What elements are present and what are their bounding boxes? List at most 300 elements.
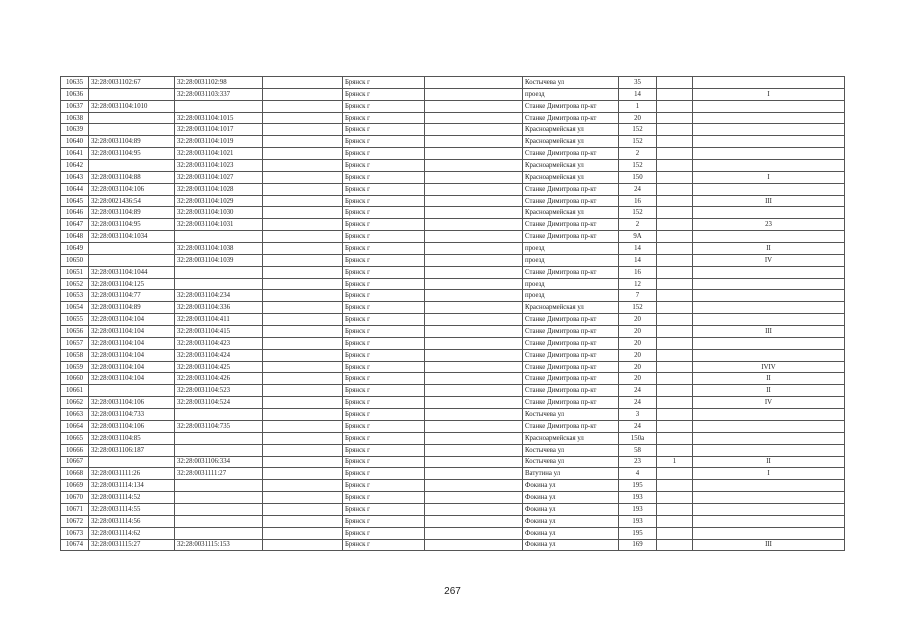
cell-empty-col: [263, 219, 343, 231]
cell-premises: [693, 302, 845, 314]
cell-object-number: 32:28:0031104:336: [175, 302, 263, 314]
cell-empty-col-2: [425, 231, 523, 243]
cell-street: проезд: [523, 290, 619, 302]
cell-building: [657, 373, 693, 385]
cell-cadastral-number: 32:28:0031104:89: [89, 136, 175, 148]
cell-street: Красноармейская ул: [523, 124, 619, 136]
cell-cadastral-number: 32:28:0031104:95: [89, 219, 175, 231]
cell-object-number: 32:28:0031104:1023: [175, 160, 263, 172]
cell-street: Станке Димитрова пр-кт: [523, 397, 619, 409]
cell-premises: IV: [693, 254, 845, 266]
cell-object-number: 32:28:0031104:1027: [175, 171, 263, 183]
cell-city: Брянск г: [343, 409, 425, 421]
cell-street: Станке Димитрова пр-кт: [523, 385, 619, 397]
cell-empty-col-2: [425, 326, 523, 338]
cell-object-number: 32:28:0031104:411: [175, 314, 263, 326]
cell-building: [657, 420, 693, 432]
cell-object-number: 32:28:0031104:1019: [175, 136, 263, 148]
cell-city: Брянск г: [343, 278, 425, 290]
cell-empty-col: [263, 468, 343, 480]
cell-empty-col: [263, 432, 343, 444]
cell-premises: III: [693, 326, 845, 338]
cell-premises: [693, 337, 845, 349]
cell-street: Фокина ул: [523, 503, 619, 515]
cell-house-number: 14: [619, 243, 657, 255]
cell-empty-col-2: [425, 373, 523, 385]
cell-row-number: 10637: [61, 100, 89, 112]
cell-street: Костычева ул: [523, 456, 619, 468]
cell-house-number: 20: [619, 349, 657, 361]
cell-building: [657, 432, 693, 444]
cell-row-number: 10653: [61, 290, 89, 302]
cell-premises: [693, 409, 845, 421]
cell-city: Брянск г: [343, 527, 425, 539]
cell-building: [657, 349, 693, 361]
table-row: [61, 432, 845, 444]
cell-empty-col-2: [425, 492, 523, 504]
cell-empty-col-2: [425, 503, 523, 515]
cell-building: [657, 539, 693, 551]
cell-row-number: 10658: [61, 349, 89, 361]
cell-city: Брянск г: [343, 373, 425, 385]
cell-empty-col-2: [425, 171, 523, 183]
table-row: [61, 278, 845, 290]
cell-empty-col-2: [425, 195, 523, 207]
cell-empty-col-2: [425, 337, 523, 349]
cell-premises: [693, 124, 845, 136]
cell-street: Костычева ул: [523, 409, 619, 421]
cell-cadastral-number: 32:28:0031104:104: [89, 326, 175, 338]
cell-row-number: 10662: [61, 397, 89, 409]
cell-premises: II: [693, 385, 845, 397]
cell-premises: I: [693, 88, 845, 100]
table-row: [61, 266, 845, 278]
cell-row-number: 10638: [61, 112, 89, 124]
cell-street: Станке Димитрова пр-кт: [523, 373, 619, 385]
cell-street: Станке Димитрова пр-кт: [523, 219, 619, 231]
cell-house-number: 20: [619, 361, 657, 373]
cell-object-number: 32:28:0031104:1039: [175, 254, 263, 266]
cell-row-number: 10672: [61, 515, 89, 527]
cell-object-number: 32:28:0031102:98: [175, 77, 263, 89]
cell-cadastral-number: [89, 385, 175, 397]
cell-empty-col: [263, 444, 343, 456]
cell-house-number: 3: [619, 409, 657, 421]
cell-row-number: 10647: [61, 219, 89, 231]
cell-premises: IV: [693, 397, 845, 409]
cell-house-number: 195: [619, 480, 657, 492]
table-row: [61, 503, 845, 515]
cell-empty-col-2: [425, 88, 523, 100]
cell-cadastral-number: [89, 124, 175, 136]
cell-row-number: 10643: [61, 171, 89, 183]
cell-empty-col-2: [425, 266, 523, 278]
registry-table-body: [61, 77, 845, 551]
cell-premises: II: [693, 373, 845, 385]
table-row: [61, 124, 845, 136]
cell-empty-col: [263, 278, 343, 290]
table-row: [61, 195, 845, 207]
cell-street: Станке Димитрова пр-кт: [523, 195, 619, 207]
cell-empty-col-2: [425, 183, 523, 195]
cell-object-number: [175, 492, 263, 504]
cell-object-number: [175, 100, 263, 112]
cell-house-number: 152: [619, 207, 657, 219]
cell-house-number: 24: [619, 385, 657, 397]
cell-empty-col-2: [425, 385, 523, 397]
cell-object-number: 32:28:0031104:735: [175, 420, 263, 432]
cell-empty-col: [263, 314, 343, 326]
cell-city: Брянск г: [343, 124, 425, 136]
cell-row-number: 10651: [61, 266, 89, 278]
cell-premises: [693, 160, 845, 172]
cell-cadastral-number: 32:28:0031104:733: [89, 409, 175, 421]
cell-house-number: 9А: [619, 231, 657, 243]
cell-house-number: 23: [619, 456, 657, 468]
cell-premises: [693, 136, 845, 148]
cell-building: [657, 361, 693, 373]
cell-object-number: 32:28:0031104:1038: [175, 243, 263, 255]
table-row: [61, 243, 845, 255]
cell-street: Костычева ул: [523, 444, 619, 456]
cell-empty-col: [263, 160, 343, 172]
cell-empty-col-2: [425, 468, 523, 480]
cell-house-number: 24: [619, 420, 657, 432]
cell-building: [657, 527, 693, 539]
table-row: [61, 326, 845, 338]
cell-city: Брянск г: [343, 337, 425, 349]
table-row: [61, 314, 845, 326]
cell-city: Брянск г: [343, 326, 425, 338]
cell-house-number: 152: [619, 302, 657, 314]
cell-empty-col-2: [425, 361, 523, 373]
cell-object-number: [175, 266, 263, 278]
cell-cadastral-number: [89, 160, 175, 172]
cell-premises: [693, 100, 845, 112]
cell-row-number: 10650: [61, 254, 89, 266]
cell-city: Брянск г: [343, 385, 425, 397]
cell-house-number: 16: [619, 195, 657, 207]
cell-row-number: 10649: [61, 243, 89, 255]
cell-row-number: 10670: [61, 492, 89, 504]
cell-premises: [693, 207, 845, 219]
cell-empty-col-2: [425, 409, 523, 421]
cell-house-number: 1: [619, 100, 657, 112]
cell-building: [657, 231, 693, 243]
cell-empty-col: [263, 385, 343, 397]
cell-building: [657, 195, 693, 207]
cell-street: Станке Димитрова пр-кт: [523, 148, 619, 160]
cell-cadastral-number: 32:28:0031104:88: [89, 171, 175, 183]
cell-empty-col: [263, 183, 343, 195]
cell-premises: [693, 444, 845, 456]
cell-house-number: 20: [619, 112, 657, 124]
cell-street: Красноармейская ул: [523, 136, 619, 148]
cell-cadastral-number: 32:28:0031114:52: [89, 492, 175, 504]
cell-city: Брянск г: [343, 88, 425, 100]
cell-city: Брянск г: [343, 539, 425, 551]
cell-house-number: 152: [619, 136, 657, 148]
cell-row-number: 10664: [61, 420, 89, 432]
cell-house-number: 169: [619, 539, 657, 551]
cell-premises: IVIV: [693, 361, 845, 373]
cell-empty-col-2: [425, 100, 523, 112]
cell-street: Ватутина ул: [523, 468, 619, 480]
cell-street: Костычева ул: [523, 77, 619, 89]
cell-object-number: 32:28:0031104:1021: [175, 148, 263, 160]
cell-empty-col-2: [425, 243, 523, 255]
cell-row-number: 10674: [61, 539, 89, 551]
cell-row-number: 10642: [61, 160, 89, 172]
cell-object-number: [175, 515, 263, 527]
cell-empty-col-2: [425, 254, 523, 266]
cell-row-number: 10645: [61, 195, 89, 207]
cell-empty-col: [263, 337, 343, 349]
cell-object-number: [175, 527, 263, 539]
cell-empty-col: [263, 254, 343, 266]
cell-cadastral-number: 32:28:0031104:89: [89, 207, 175, 219]
cell-object-number: 32:28:0031104:1028: [175, 183, 263, 195]
cell-building: [657, 444, 693, 456]
cell-building: [657, 88, 693, 100]
cell-empty-col: [263, 349, 343, 361]
cell-object-number: 32:28:0031104:425: [175, 361, 263, 373]
page-number: 267: [444, 586, 461, 597]
cell-empty-col: [263, 243, 343, 255]
table-row: [61, 171, 845, 183]
cell-street: Станке Димитрова пр-кт: [523, 112, 619, 124]
cell-street: Станке Димитрова пр-кт: [523, 420, 619, 432]
cell-city: Брянск г: [343, 480, 425, 492]
cell-cadastral-number: [89, 456, 175, 468]
cell-building: 1: [657, 456, 693, 468]
cell-empty-col: [263, 88, 343, 100]
table-row: [61, 160, 845, 172]
cell-city: Брянск г: [343, 112, 425, 124]
cell-building: [657, 183, 693, 195]
cell-object-number: 32:28:0031111:27: [175, 468, 263, 480]
cell-house-number: 20: [619, 326, 657, 338]
cell-building: [657, 302, 693, 314]
cell-empty-col: [263, 148, 343, 160]
cell-empty-col: [263, 266, 343, 278]
cell-row-number: 10657: [61, 337, 89, 349]
cell-object-number: 32:28:0031104:1017: [175, 124, 263, 136]
cell-cadastral-number: [89, 243, 175, 255]
cell-premises: [693, 432, 845, 444]
table-row: [61, 77, 845, 89]
cell-building: [657, 409, 693, 421]
cell-street: Фокина ул: [523, 515, 619, 527]
cell-empty-col: [263, 195, 343, 207]
cell-city: Брянск г: [343, 254, 425, 266]
cell-building: [657, 385, 693, 397]
cell-empty-col: [263, 361, 343, 373]
cell-empty-col-2: [425, 456, 523, 468]
table-row: [61, 219, 845, 231]
cell-cadastral-number: 32:28:0031104:104: [89, 337, 175, 349]
cell-premises: III: [693, 195, 845, 207]
cell-building: [657, 207, 693, 219]
table-row: [61, 290, 845, 302]
cell-cadastral-number: 32:28:0031111:26: [89, 468, 175, 480]
cell-object-number: [175, 432, 263, 444]
cell-building: [657, 136, 693, 148]
cell-empty-col: [263, 480, 343, 492]
cell-cadastral-number: [89, 112, 175, 124]
cell-row-number: 10652: [61, 278, 89, 290]
cell-building: [657, 397, 693, 409]
cell-premises: [693, 290, 845, 302]
cell-empty-col: [263, 207, 343, 219]
cell-street: Красноармейская ул: [523, 302, 619, 314]
cell-premises: [693, 527, 845, 539]
cell-street: Станке Димитрова пр-кт: [523, 314, 619, 326]
cell-object-number: [175, 503, 263, 515]
cell-house-number: 2: [619, 148, 657, 160]
table-row: [61, 480, 845, 492]
cell-building: [657, 77, 693, 89]
table-row: [61, 337, 845, 349]
cell-building: [657, 278, 693, 290]
cell-street: Станке Димитрова пр-кт: [523, 183, 619, 195]
cell-empty-col-2: [425, 302, 523, 314]
cell-object-number: 32:28:0031104:424: [175, 349, 263, 361]
cell-cadastral-number: 32:28:0031104:95: [89, 148, 175, 160]
cell-row-number: 10656: [61, 326, 89, 338]
cell-house-number: 193: [619, 492, 657, 504]
cell-house-number: 193: [619, 515, 657, 527]
cell-street: Фокина ул: [523, 539, 619, 551]
cell-house-number: 150: [619, 171, 657, 183]
cell-row-number: 10648: [61, 231, 89, 243]
cell-street: Фокина ул: [523, 527, 619, 539]
cell-house-number: 24: [619, 397, 657, 409]
cell-cadastral-number: 32:28:0031114:62: [89, 527, 175, 539]
cell-street: Фокина ул: [523, 492, 619, 504]
cell-empty-col-2: [425, 207, 523, 219]
cell-empty-col-2: [425, 539, 523, 551]
cell-city: Брянск г: [343, 468, 425, 480]
cell-building: [657, 112, 693, 124]
cell-cadastral-number: 32:28:0021436:54: [89, 195, 175, 207]
cell-street: проезд: [523, 278, 619, 290]
cell-premises: [693, 492, 845, 504]
cell-street: Станке Димитрова пр-кт: [523, 361, 619, 373]
cell-empty-col-2: [425, 124, 523, 136]
cell-premises: [693, 480, 845, 492]
cell-row-number: 10644: [61, 183, 89, 195]
cell-building: [657, 124, 693, 136]
cell-object-number: 32:28:0031104:426: [175, 373, 263, 385]
cell-empty-col-2: [425, 480, 523, 492]
cell-empty-col-2: [425, 278, 523, 290]
cell-object-number: 32:28:0031104:523: [175, 385, 263, 397]
cell-object-number: 32:28:0031104:1029: [175, 195, 263, 207]
cell-object-number: [175, 444, 263, 456]
cell-street: Фокина ул: [523, 480, 619, 492]
cell-empty-col: [263, 397, 343, 409]
cell-house-number: 14: [619, 88, 657, 100]
table-row: [61, 444, 845, 456]
table-row: [61, 88, 845, 100]
cell-building: [657, 254, 693, 266]
cell-cadastral-number: [89, 88, 175, 100]
cell-object-number: 32:28:0031115:153: [175, 539, 263, 551]
cell-premises: [693, 314, 845, 326]
cell-cadastral-number: 32:28:0031104:89: [89, 302, 175, 314]
table-row: [61, 397, 845, 409]
table-row: [61, 361, 845, 373]
cell-building: [657, 492, 693, 504]
cell-cadastral-number: 32:28:0031106:187: [89, 444, 175, 456]
cell-empty-col: [263, 503, 343, 515]
cell-street: Красноармейская ул: [523, 432, 619, 444]
cell-premises: [693, 112, 845, 124]
cell-object-number: 32:28:0031104:1015: [175, 112, 263, 124]
cell-building: [657, 171, 693, 183]
cell-premises: [693, 231, 845, 243]
table-row: [61, 527, 845, 539]
cell-row-number: 10640: [61, 136, 89, 148]
cell-empty-col: [263, 77, 343, 89]
cell-house-number: 152: [619, 124, 657, 136]
table-row: [61, 420, 845, 432]
cell-row-number: 10646: [61, 207, 89, 219]
cell-city: Брянск г: [343, 266, 425, 278]
cell-empty-col: [263, 456, 343, 468]
cell-row-number: 10654: [61, 302, 89, 314]
cell-empty-col-2: [425, 160, 523, 172]
cell-premises: III: [693, 539, 845, 551]
cell-row-number: 10666: [61, 444, 89, 456]
cell-city: Брянск г: [343, 160, 425, 172]
cell-building: [657, 219, 693, 231]
cell-city: Брянск г: [343, 456, 425, 468]
cell-empty-col-2: [425, 314, 523, 326]
cell-house-number: 193: [619, 503, 657, 515]
cell-building: [657, 243, 693, 255]
cell-house-number: 20: [619, 373, 657, 385]
cell-city: Брянск г: [343, 503, 425, 515]
cell-premises: I: [693, 171, 845, 183]
cell-cadastral-number: [89, 254, 175, 266]
cell-house-number: 4: [619, 468, 657, 480]
cell-cadastral-number: 32:28:0031104:85: [89, 432, 175, 444]
cell-street: Станке Димитрова пр-кт: [523, 349, 619, 361]
cell-empty-col: [263, 231, 343, 243]
cell-city: Брянск г: [343, 136, 425, 148]
cell-street: Красноармейская ул: [523, 171, 619, 183]
cell-empty-col: [263, 290, 343, 302]
cell-cadastral-number: 32:28:0031104:125: [89, 278, 175, 290]
cell-city: Брянск г: [343, 349, 425, 361]
cell-premises: 23: [693, 219, 845, 231]
cell-city: Брянск г: [343, 397, 425, 409]
cell-building: [657, 515, 693, 527]
table-row: [61, 254, 845, 266]
cell-row-number: 10636: [61, 88, 89, 100]
cell-house-number: 24: [619, 183, 657, 195]
cell-row-number: 10671: [61, 503, 89, 515]
cell-house-number: 35: [619, 77, 657, 89]
cell-row-number: 10667: [61, 456, 89, 468]
cell-empty-col-2: [425, 136, 523, 148]
cell-object-number: 32:28:0031104:1030: [175, 207, 263, 219]
registry-table: [60, 76, 845, 551]
cell-empty-col: [263, 136, 343, 148]
cell-house-number: 195: [619, 527, 657, 539]
